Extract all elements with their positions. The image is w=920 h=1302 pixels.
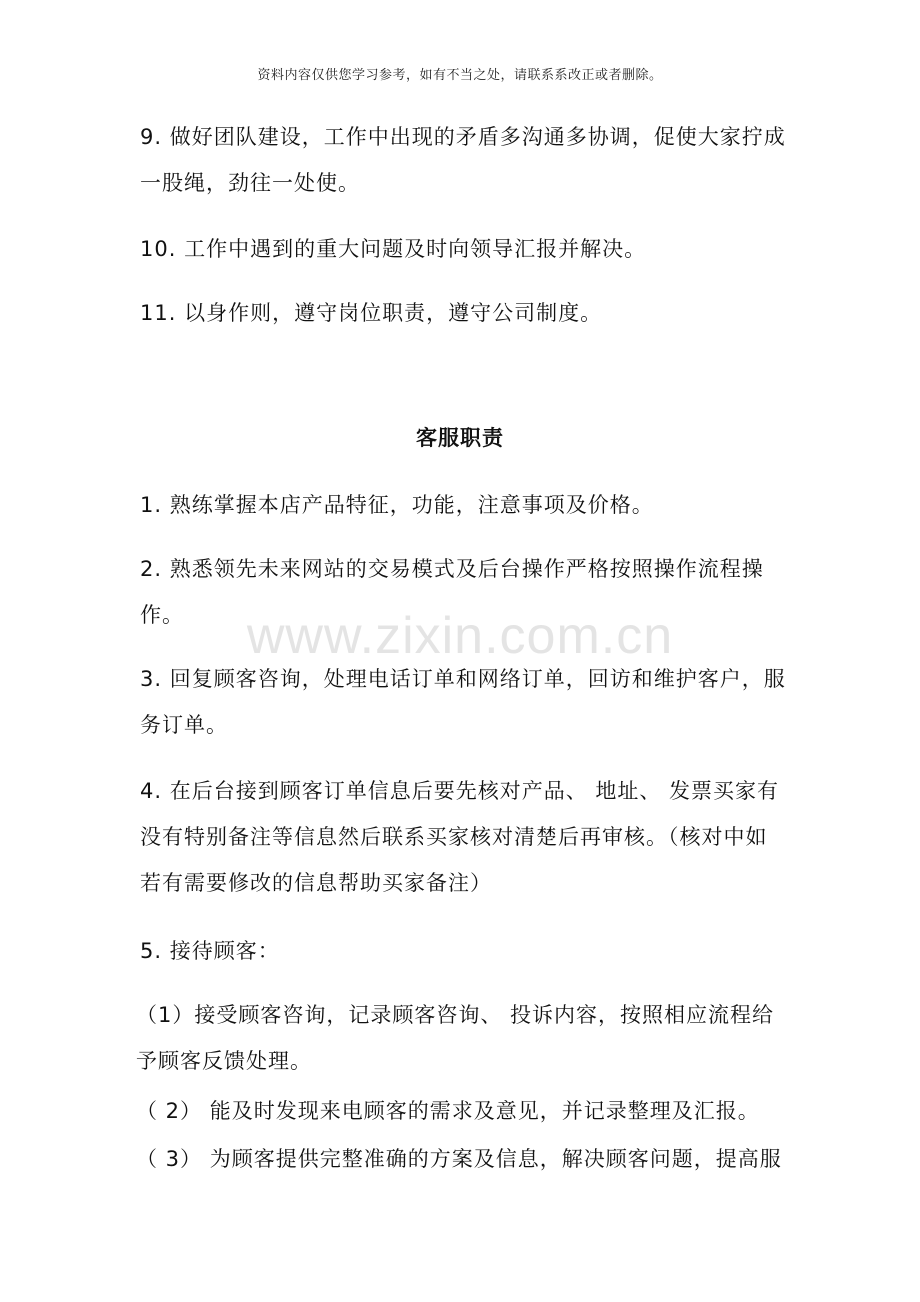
list-item-11: [140, 290, 800, 336]
duty-line: 4. 在后台接到顾客订单信息后要先核对产品、 地址、 发票买家有: [140, 779, 780, 803]
watermark-text: www.zixin.com.cn: [246, 607, 674, 665]
duty-line: 3. 回复顾客咨询，处理电话订单和网络订单，回访和维护客户，服: [140, 667, 786, 691]
duty-item-4: [140, 768, 800, 906]
sub-item-1: [136, 992, 796, 1084]
list-item-line: 9. 做好团队建设，工作中出现的矛盾多沟通多协调，促使大家拧成: [140, 125, 786, 149]
section-title: 客服职责: [416, 426, 504, 450]
sub-item-line: （1）接受顾客咨询，记录顾客咨询、 投诉内容，按照相应流程给: [136, 1003, 775, 1027]
sub-item-2: [136, 1088, 796, 1134]
duty-line: 务订单。: [140, 713, 228, 737]
duty-line: 1. 熟练掌握本店产品特征，功能，注意事项及价格。: [140, 493, 654, 517]
sub-item-line: 予顾客反馈处理。: [136, 1049, 312, 1073]
sub-item-3: [136, 1136, 796, 1182]
duty-line: 若有需要修改的信息帮助买家备注）: [140, 871, 492, 895]
list-item-9: [140, 114, 800, 206]
list-item-line: 一股绳，劲往一处使。: [140, 171, 360, 195]
sub-item-line: （ 2） 能及时发现来电顾客的需求及意见，并记录整理及汇报。: [136, 1099, 760, 1123]
duty-line: 5. 接待顾客：: [140, 939, 280, 963]
header-disclaimer: 资料内容仅供您学习参考，如有不当之处，请联系系改正或者删除。: [257, 68, 663, 83]
duty-item-1: [140, 482, 800, 528]
duty-item-5: [140, 928, 800, 974]
list-item-10: [140, 226, 800, 272]
duty-line: 作。: [140, 603, 184, 627]
duty-line: 2. 熟悉领先未来网站的交易模式及后台操作严格按照操作流程操: [140, 557, 764, 581]
duty-item-3: [140, 656, 800, 748]
duty-item-2: [140, 546, 800, 638]
sub-item-line: （ 3） 为顾客提供完整准确的方案及信息，解决顾客问题，提高服: [136, 1147, 782, 1171]
list-item-line: 10. 工作中遇到的重大问题及时向领导汇报并解决。: [140, 237, 647, 261]
list-item-line: 11. 以身作则，遵守岗位职责，遵守公司制度。: [140, 301, 603, 325]
duty-line: 没有特别备注等信息然后联系买家核对清楚后再审核。（核对中如: [140, 825, 768, 849]
